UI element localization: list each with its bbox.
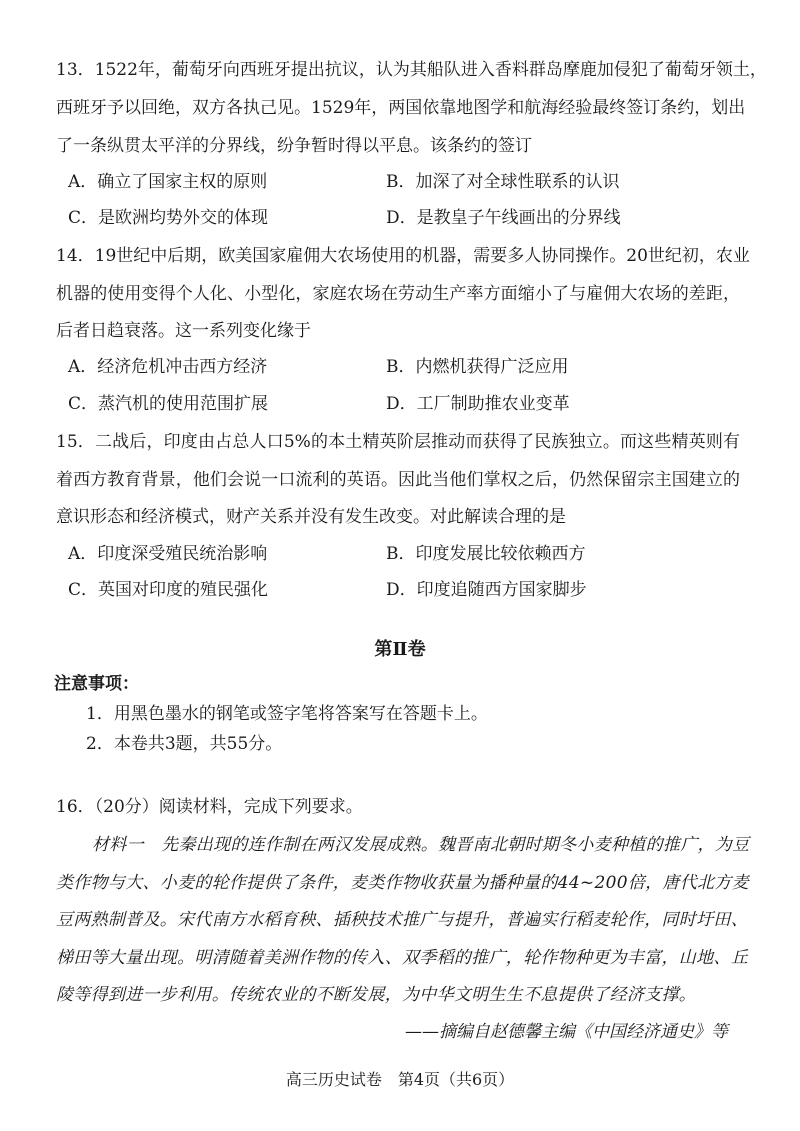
question-15-line-3: 意识形态和经济模式，财产关系并没有发生改变。对此解读合理的是 <box>56 507 566 527</box>
question-13-line-1: 13．1522年，葡萄牙向西班牙提出抗议，认为其船队进入香料群岛摩鹿加侵犯了葡萄牙领土， <box>56 60 767 80</box>
question-14-line-2: 机器的使用变得个人化、小型化，家庭农场在劳动生产率方面缩小了与雇佣大农场的差距， <box>56 284 740 304</box>
question-13-line-3: 了一条纵贯太平洋的分界线，纷争暂时得以平息。该条约的签订 <box>56 136 532 156</box>
question-13-option-a: A．确立了国家主权的原则 <box>68 172 268 192</box>
material-line-5: 陵等得到进一步利用。传统农业的不断发展，为中华文明生生不息提供了经济支撑。 <box>56 985 697 1005</box>
question-14-option-a: A．经济危机冲击西方经济 <box>68 357 268 377</box>
question-15-line-2: 着西方教育背景，他们会说一口流利的英语。因此当他们掌权之后，仍然保留宗主国建立的 <box>56 470 740 490</box>
question-14-option-d: D．工厂制助推农业变革 <box>386 394 570 414</box>
section-title: 第Ⅱ卷 <box>374 639 426 660</box>
material-line-2: 类作物与大、小麦的轮作提供了条件，麦类作物收获量为播种量的44~200倍，唐代北方麦 <box>56 873 749 893</box>
question-15-option-b: B．印度发展比较依赖西方 <box>386 544 586 564</box>
question-13-line-2: 西班牙予以回绝，双方各执己见。1529年，两国依靠地图学和航海经验最终签订条约，划出 <box>56 98 746 118</box>
note-item-1: 1．用黑色墨水的钢笔或签字笔将答案写在答题卡上。 <box>86 704 488 724</box>
page-footer: 高三历史试卷 第4页（共6页） <box>285 1070 515 1089</box>
question-14-option-c: C．蒸汽机的使用范围扩展 <box>68 394 269 414</box>
note-item-2: 2．本卷共3题，共55分。 <box>86 734 283 754</box>
material-source: ——摘编自赵德馨主编《中国经济通史》等 <box>405 1022 728 1042</box>
notes-heading: 注意事项： <box>54 674 139 694</box>
question-13-option-c: C．是欧洲均势外交的体现 <box>68 208 269 228</box>
question-15-option-a: A．印度深受殖民统治影响 <box>68 544 268 564</box>
question-14-line-1: 14．19世纪中后期，欧美国家雇佣大农场使用的机器，需要多人协同操作。20世纪初，农业 <box>56 246 750 266</box>
question-15-option-c: C．英国对印度的殖民强化 <box>68 580 269 600</box>
material-line-3: 豆两熟制普及。宋代南方水稻育秧、插秧技术推广与提升，普遍实行稻麦轮作，同时圩田、 <box>56 910 748 930</box>
question-14-option-b: B．内燃机获得广泛应用 <box>386 357 569 377</box>
material-line-1: 材料一 先秦出现的连作制在两汉发展成熟。魏晋南北朝时期冬小麦种植的推广，为豆 <box>92 835 750 855</box>
question-13-option-b: B．加深了对全球性联系的认识 <box>386 172 620 192</box>
question-14-line-3: 后者日趋衰落。这一系列变化缘于 <box>56 321 311 341</box>
question-13-option-d: D．是教皇子午线画出的分界线 <box>386 208 621 228</box>
question-15-option-d: D．印度追随西方国家脚步 <box>386 580 587 600</box>
question-16-stem: 16．（20分）阅读材料，完成下列要求。 <box>56 797 363 817</box>
material-line-4: 梯田等大量出现。明清随着美洲作物的传入、双季稻的推广，轮作物种更为丰富，山地、丘 <box>56 948 748 968</box>
question-15-line-1: 15．二战后，印度由占总人口5%的本土精英阶层推动而获得了民族独立。而这些精英则有 <box>56 432 740 452</box>
